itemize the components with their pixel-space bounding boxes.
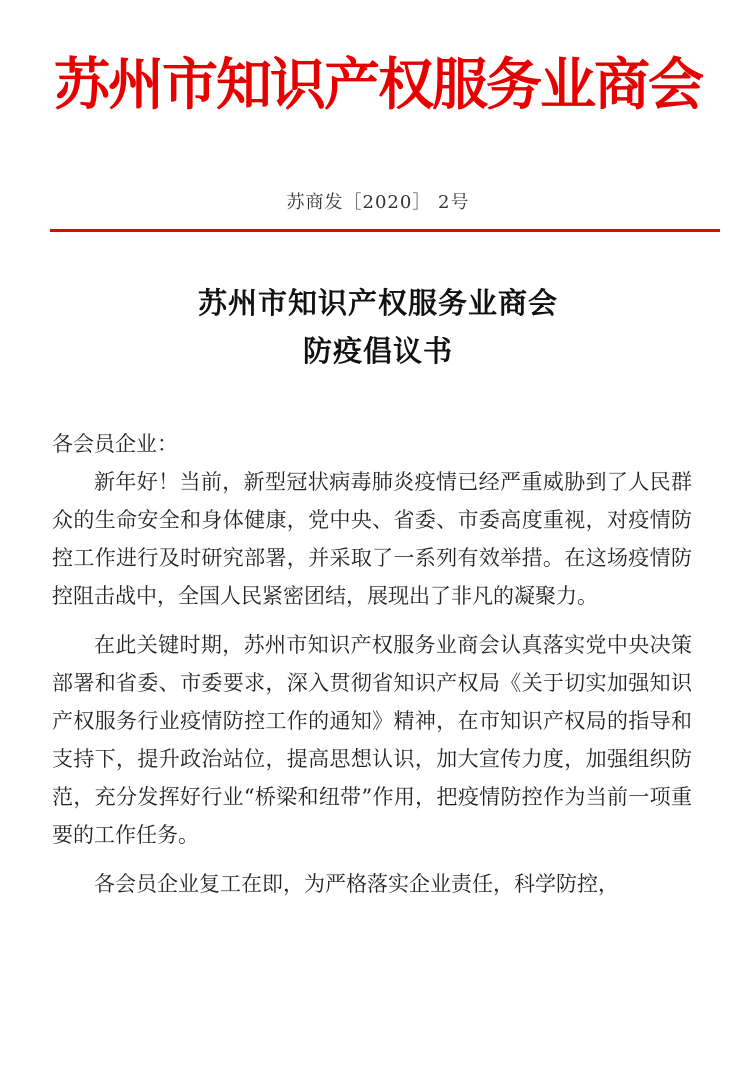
salutation: 各会员企业： (52, 432, 178, 456)
document-title-line-2: 防疫倡议书 (302, 334, 453, 368)
red-divider-line (50, 229, 720, 232)
body-paragraph-2: 在此关键时期，苏州市知识产权服务业商会认真落实党中央决策部署和省委、市委要求，深入贯彻省知识产权局《关于切实加强知识产权服务行业疫情防控工作的通知》精神，在市知识产权局的指导和支持下，提升政治站位，提高思想认识，加大宣传力度，加强组织防范，充分发挥好行业“桥梁和纽带”作用，把疫情防控作为当前一项重要的工作任务。 (52, 633, 692, 847)
document-number: 苏商发［2020］ 2号 (286, 192, 470, 213)
body-paragraph-1: 新年好！当前，新型冠状病毒肺炎疫情已经严重威胁到了人民群众的生命安全和身体健康，党中央、省委、市委高度重视，对疫情防控工作进行及时研究部署，并采取了一系列有效举措。在这场疫情防控阻击战中，全国人民紧密团结，展现出了非凡的凝聚力。 (52, 470, 692, 608)
body-paragraph-3: 各会员企业复工在即，为严格落实企业责任，科学防控， (94, 872, 619, 896)
document-title-line-1: 苏州市知识产权服务业商会 (197, 286, 558, 320)
document-body (52, 425, 692, 914)
letterhead-org-name: 苏州市知识产权服务业商会 (54, 53, 702, 118)
